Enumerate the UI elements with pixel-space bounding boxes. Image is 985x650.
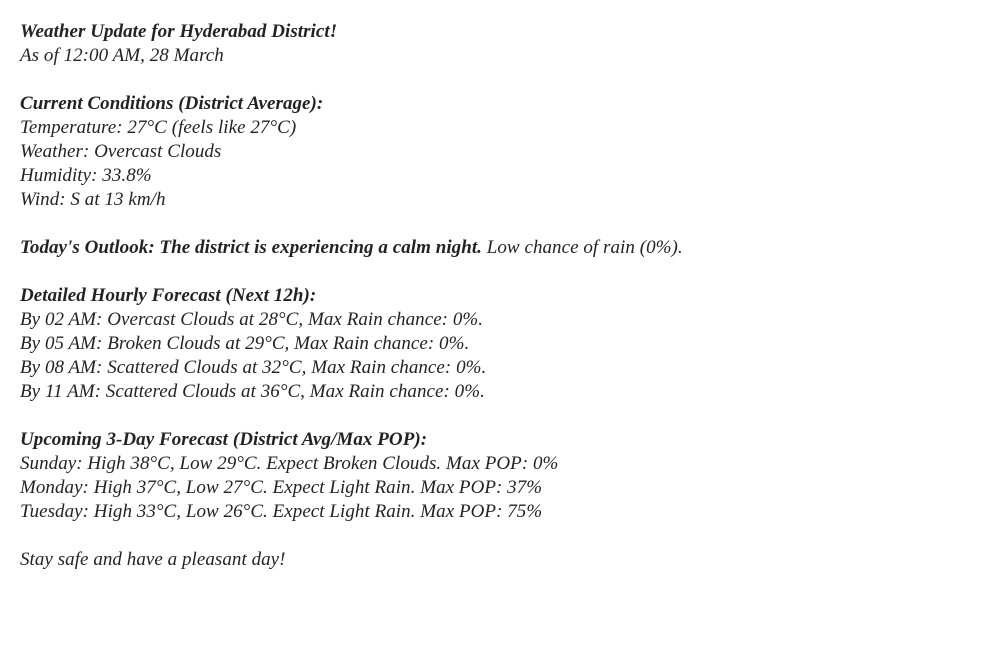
- todays-outlook-line: [20, 236, 985, 260]
- current-conditions-heading: Current Conditions (District Average):: [20, 93, 324, 114]
- three-day-forecast-row: Tuesday: High 33°C, Low 26°C. Expect Light Rain. Max POP: 75%: [20, 501, 543, 522]
- hourly-forecast-row: By 08 AM: Scattered Clouds at 32°C, Max Rain chance: 0%.: [20, 357, 487, 378]
- report-timestamp: As of 12:00 AM, 28 March: [20, 45, 224, 66]
- three-day-forecast-row: Monday: High 37°C, Low 27°C. Expect Light Rain. Max POP: 37%: [20, 477, 543, 498]
- three-day-forecast-heading: Upcoming 3-Day Forecast (District Avg/Max POP):: [20, 429, 428, 450]
- current-wind-line: Wind: S at 13 km/h: [20, 189, 166, 210]
- report-title: Weather Update for Hyderabad District!: [20, 21, 338, 42]
- current-humidity-line: Humidity: 33.8%: [20, 165, 152, 186]
- todays-outlook-bold-text: Today's Outlook: The district is experiencing a calm night.: [20, 237, 482, 258]
- three-day-forecast-block: [20, 428, 985, 524]
- hourly-forecast-block: [20, 284, 985, 404]
- closing-line: Stay safe and have a pleasant day!: [20, 549, 286, 570]
- current-weather-line: Weather: Overcast Clouds: [20, 141, 222, 162]
- todays-outlook-regular-text: Low chance of rain (0%).: [481, 237, 683, 258]
- hourly-forecast-heading: Detailed Hourly Forecast (Next 12h):: [20, 285, 317, 306]
- hourly-forecast-row: By 11 AM: Scattered Clouds at 36°C, Max Rain chance: 0%.: [20, 381, 485, 402]
- hourly-forecast-row: By 05 AM: Broken Clouds at 29°C, Max Rain chance: 0%.: [20, 333, 470, 354]
- closing-block: [20, 548, 985, 572]
- current-temperature-line: Temperature: 27°C (feels like 27°C): [20, 117, 297, 138]
- report-header-block: [20, 20, 985, 68]
- hourly-forecast-row: By 02 AM: Overcast Clouds at 28°C, Max Rain chance: 0%.: [20, 309, 484, 330]
- todays-outlook-block: [20, 236, 985, 260]
- current-conditions-block: [20, 92, 985, 212]
- three-day-forecast-row: Sunday: High 38°C, Low 29°C. Expect Broken Clouds. Max POP: 0%: [20, 453, 559, 474]
